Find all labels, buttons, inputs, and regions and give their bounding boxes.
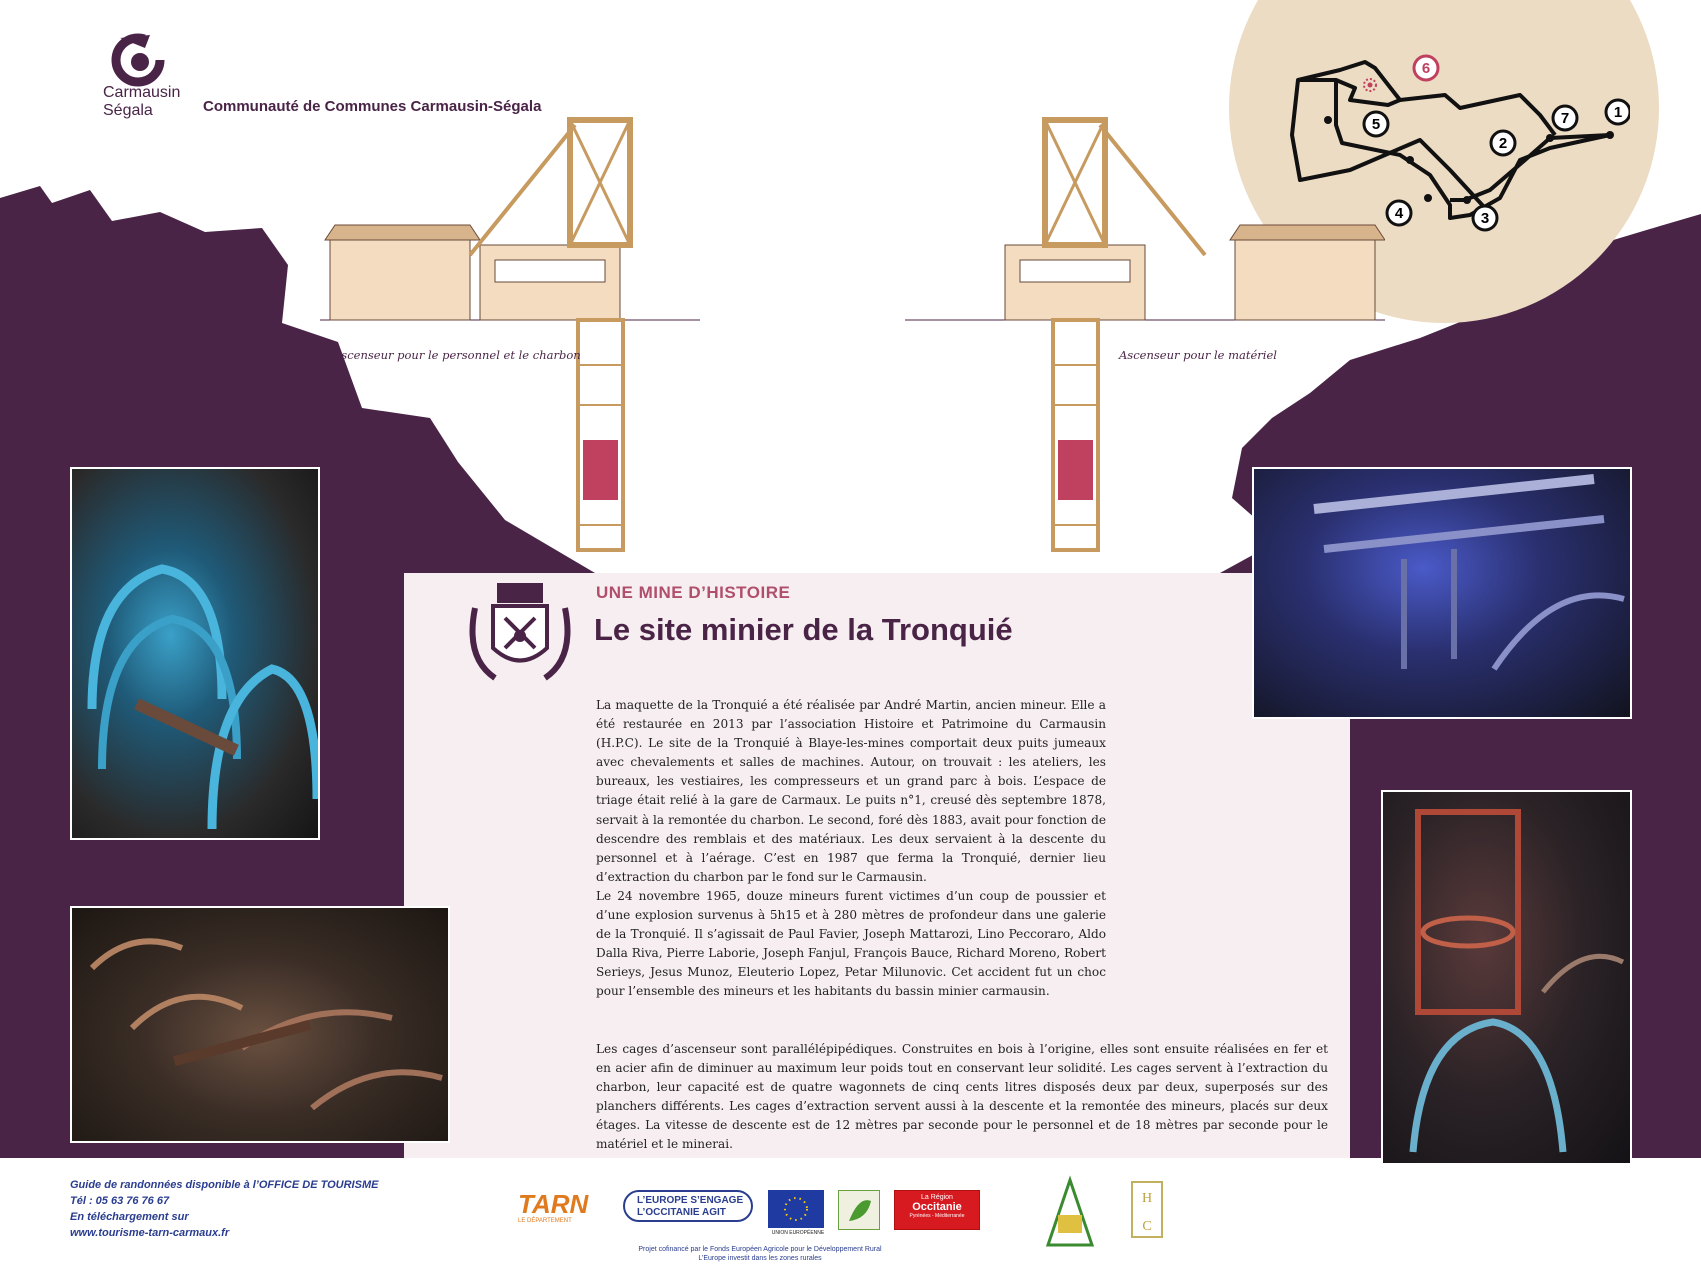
cofunding-line-1: Projet cofinancé par le Fonds Européen Agricole pour le Développement Rural [638, 1246, 882, 1253]
occitanie-line-2: Occitanie [912, 1201, 962, 1213]
stop-4-label: 4 [1394, 205, 1404, 222]
photo-headframe-structure [1383, 792, 1632, 1165]
leader-logo-icon [838, 1190, 880, 1230]
stop-4 [1387, 201, 1411, 225]
cofunding-notice [610, 1245, 910, 1263]
left-diagram-caption: Ascenseur pour le personnel et le charbon [333, 348, 581, 362]
svg-text:H: H [1141, 1191, 1153, 1206]
europe-engage-text: L’EUROPE S’ENGAGE [637, 1195, 744, 1206]
paragraph-1965-accident: Le 24 novembre 1965, douze mineurs furent victimes d’un coup de poussier et d’une explosion survenus à 5h15 et à 280 mètres de profondeur dans une galerie de la Tronquié. Il s’agissait de Paul Favier, Joseph Mattarozi, Lino Peccoraro, Aldo Dalla Riva, Pierre Laborie, Joseph Fanjul, François Bauce, Richard Moreno, Robert Serieys, Jesus Munoz, Eleuterio Lopez, Petar Milunovic. Cet accident fut un choc pour l’ensemble des mineurs et les habitants du bassin minier carmausin. [596, 888, 1106, 999]
route-map-stops [1280, 40, 1630, 250]
eu-stars-icon [768, 1190, 824, 1228]
footer-website-link[interactable]: www.tourisme-tarn-carmaux.fr [70, 1227, 230, 1239]
leader-leaf-icon [839, 1191, 879, 1229]
article-body-cages [596, 1040, 1328, 1155]
logo-wordmark [103, 84, 180, 120]
stop-2-label: 2 [1498, 135, 1508, 152]
occitanie-agit-text: L’OCCITANIE AGIT [637, 1207, 726, 1218]
stop-6-label: 6 [1421, 60, 1431, 77]
stop-5-label: 5 [1371, 116, 1381, 133]
stop-3 [1473, 206, 1497, 230]
paragraph-tronquie-history: La maquette de la Tronquié a été réalisée par André Martin, ancien mineur. Elle a été restaurée en 2013 par l’association Histoire et Patrimoine du Carmausin (H.P.C). Le site de la Tronquié à Blaye-les-mines comportait deux puits jumeaux avec chevalements et salles de machines. Autour, on trouvait : les ateliers, les bureaux, les vestiaires, les compresseurs et un grand parc à bois. L’espace de triage était relié à la gare de Carmaux. Le puits n°1, creusé dès septembre 1878, servait à la remontée du charbon. Le second, foré dès 1883, avait pour fonction de descendre des remblais et des matériaux. Les deux servaient à la descente du personnel et à l’aérage. C’est en 1987 que ferma la Tronquié, dernier lieu d’extraction du charbon par le fond sur le Carmausin. [596, 698, 1106, 884]
right-diagram-caption: Ascenseur pour le matériel [1119, 348, 1277, 362]
coat-of-arms-icon [455, 578, 585, 698]
photo-model-tunnel-blue [70, 467, 320, 840]
article-title: Le site minier de la Tronquié [594, 612, 1013, 647]
stop-6-current [1414, 56, 1438, 80]
cofunding-line-2: L’Europe investit dans les zones rurales [698, 1255, 822, 1262]
logo-line-1: Carmausin [103, 84, 181, 101]
photo-tunnel-arches [72, 469, 320, 840]
partner-logo-1-icon [1040, 1175, 1100, 1247]
occitanie-line-3: Pyrénées - Méditerranée [909, 1213, 965, 1219]
tarn-logo-text: TARN [518, 1189, 589, 1219]
article-body-history [596, 696, 1106, 1002]
eu-caption: UNION EUROPÉENNE [771, 1230, 825, 1236]
carmausin-logo-icon [100, 30, 180, 90]
photo-support-beams [1254, 469, 1632, 719]
organization-name: Communauté de Communes Carmausin-Ségala [203, 98, 542, 115]
stop-2 [1491, 131, 1515, 155]
photo-gallery-arches [72, 908, 450, 1143]
occitanie-region-logo [894, 1190, 980, 1230]
eu-flag-icon [768, 1190, 824, 1228]
tarn-logo [518, 1190, 598, 1232]
photo-model-headframe [1381, 790, 1632, 1165]
paragraph-lift-cages: Les cages d’ascenseur sont parallélépipédiques. Construites en bois à l’origine, elles sont ensuite réalisées en fer et en acier afin de diminuer au maximum leur poids tout en conservant leur solidité. Les cages servent à l’extraction du charbon, leur capacité est de quatre wagonnets de cinq cents litres disposés deux par deux, superposés sur des planchers différents. Les cages d’extraction servent aussi à la descente et la remontée des mineurs, placés sur deux étages. La vitesse de descente est de 12 mètres par seconde pour le personnel et de 18 mètres par seconde pour le matériel et le minerai. [596, 1042, 1328, 1152]
photo-model-supports-blue [1252, 467, 1632, 719]
logo-line-2: Ségala [103, 102, 153, 119]
svg-text:C: C [1142, 1219, 1152, 1234]
stop-7 [1553, 106, 1577, 130]
footer-guide: Guide de randonnées disponible à l’OFFICE DE TOURISME [70, 1179, 379, 1191]
tarn-logo-sub: LE DÉPARTEMENT [518, 1218, 572, 1224]
footer-download: En téléchargement sur [70, 1211, 189, 1223]
stop-5 [1364, 112, 1388, 136]
footer-phone: Tél : 05 63 76 76 67 [70, 1195, 170, 1207]
left-headframe-diagram [320, 105, 700, 555]
stop-3-label: 3 [1480, 210, 1490, 227]
photo-model-galleries-rust [70, 906, 450, 1143]
stop-1 [1606, 100, 1630, 124]
europe-occitanie-logo [623, 1190, 753, 1222]
article-kicker: UNE MINE D’HISTOIRE [596, 583, 791, 602]
hpc-logo-icon [1122, 1172, 1172, 1247]
stop-1-label: 1 [1613, 104, 1623, 121]
occitanie-line-1: La Région [921, 1194, 953, 1201]
stop-7-label: 7 [1560, 110, 1570, 127]
footer-tourism-info [70, 1177, 378, 1241]
